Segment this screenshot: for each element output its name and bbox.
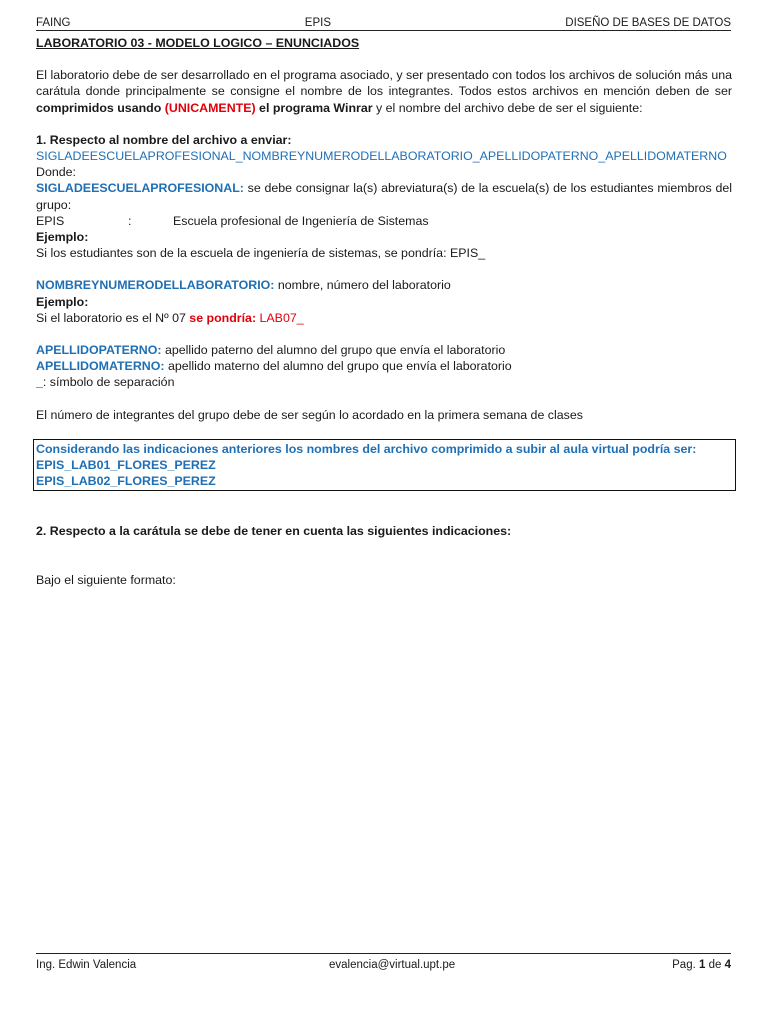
- document-title: LABORATORIO 03 - MODELO LOGICO – ENUNCIADOS: [36, 36, 360, 50]
- header-left: FAING: [36, 17, 71, 29]
- separator-text: : símbolo de separación: [42, 375, 175, 390]
- page-header: [36, 17, 731, 31]
- header-center: EPIS: [304, 17, 331, 29]
- nombre-text: nombre, número del laboratorio: [274, 278, 451, 293]
- formato-label: Bajo el siguiente formato:: [36, 572, 176, 587]
- separator-key: _: [36, 375, 43, 390]
- donde-label: Donde:: [36, 165, 76, 180]
- page-footer: [36, 953, 731, 971]
- intro-unicamente: (UNICAMENTE): [164, 100, 256, 115]
- ejemplo-text-2: [36, 310, 732, 326]
- materno-key: APELLIDOMATERNO:: [36, 359, 165, 374]
- epis-colon: :: [128, 213, 132, 228]
- section1-heading: 1. Respecto al nombre del archivo a enviar:: [36, 132, 292, 147]
- intro-end: y el nombre del archivo debe de ser el siguiente:: [372, 100, 643, 115]
- materno-text: apellido materno del alumno del grupo que envía el laboratorio: [164, 359, 512, 374]
- nombre-definition: [36, 277, 732, 293]
- paterno-definition: [36, 342, 732, 358]
- example-filenames-box: [33, 439, 736, 492]
- box-line-1: Considerando las indicaciones anteriores los nombres del archivo comprimido a subir al aula virtual podría ser:: [36, 441, 697, 456]
- header-right: DISEÑO DE BASES DE DATOS: [565, 17, 731, 29]
- epis-name: Escuela profesional de Ingeniería de Sistemas: [173, 213, 429, 228]
- ejemplo1-text-b: EPIS_: [449, 246, 486, 261]
- paterno-text: apellido paterno del alumno del grupo que envía el laboratorio: [161, 343, 506, 358]
- intro-text: El laboratorio debe de ser desarrollado en el programa asociado, y ser presentado con todos los archivos de solución más una carátula donde principalmente se consigne el nombre de los integrantes. Todos estos archivos en mención deben de ser: [36, 68, 732, 99]
- epis-code: EPIS: [36, 213, 65, 228]
- intro-bold-winrar: el programa Winrar: [255, 100, 373, 115]
- footer-author: Ing. Edwin Valencia: [36, 959, 137, 971]
- footer-email: evalencia@virtual.upt.pe: [329, 959, 456, 971]
- materno-definition: [36, 358, 732, 374]
- ejemplo-text-1: [36, 245, 732, 261]
- sigla-definition: [36, 180, 732, 212]
- nombre-key: NOMBREYNUMERODELLABORATORIO:: [36, 278, 275, 293]
- footer-page-number: Pag. 1 de 4: [672, 959, 731, 971]
- ejemplo2-text-c: LAB07_: [256, 310, 304, 325]
- section2-heading: 2. Respecto a la carátula se debe de tener en cuenta las siguientes indicaciones:: [36, 524, 512, 539]
- document-body: [36, 35, 732, 588]
- intro-bold-compress: comprimidos usando: [36, 100, 165, 115]
- separator-definition: [36, 374, 732, 390]
- ejemplo-label-2: Ejemplo:: [36, 294, 89, 309]
- ejemplo2-text-b: se pondría:: [189, 310, 257, 325]
- sigla-text: se debe consignar la(s) abreviatura(s) de la escuela(s) de los estudiantes miembros del grupo:: [36, 181, 732, 212]
- paterno-key: APELLIDOPATERNO:: [36, 343, 162, 358]
- box-line-3: EPIS_LAB02_FLORES_PEREZ: [36, 474, 216, 489]
- intro-paragraph: [36, 67, 732, 116]
- sigla-key: SIGLADEESCUELAPROFESIONAL:: [36, 181, 244, 196]
- epis-row: [36, 213, 732, 229]
- ejemplo-label-1: Ejemplo:: [36, 230, 89, 245]
- integrantes-text: El número de integrantes del grupo debe de ser según lo acordado en la primera semana de clases: [36, 407, 583, 422]
- box-line-2: EPIS_LAB01_FLORES_PEREZ: [36, 458, 216, 473]
- ejemplo2-text-a: Si el laboratorio es el Nº 07: [36, 310, 190, 325]
- ejemplo1-text-a: Si los estudiantes son de la escuela de ingeniería de sistemas, se pondría:: [36, 246, 450, 261]
- filename-pattern: SIGLADEESCUELAPROFESIONAL_NOMBREYNUMERODELLABORATORIO_APELLIDOPATERNO_APELLIDOMATERNO: [36, 149, 727, 164]
